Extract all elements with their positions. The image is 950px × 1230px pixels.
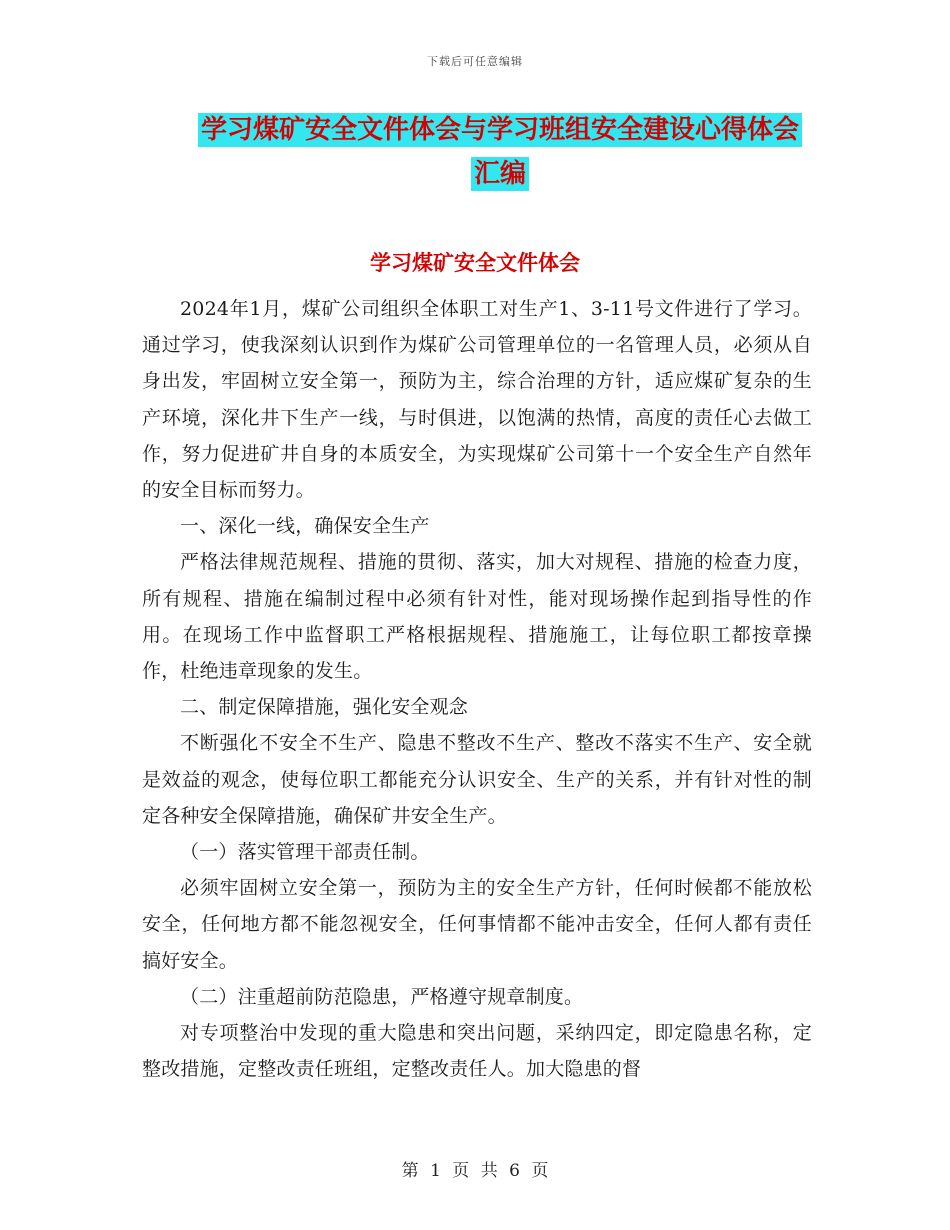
page-footer: 第 1 页 共 6 页: [401, 1161, 549, 1181]
body-text: [142, 291, 812, 1087]
paragraph: 严格法律规范规程、措施的贯彻、落实，加大对规程、措施的检查力度，所有规程、措施在编制过程中必须有针对性，能对现场操作起到指导性的作用。在现场工作中监督职工严格根据规程、措施施工，让每位职工都按章操作，杜绝违章现象的发生。: [142, 551, 812, 683]
heading-one: 一、深化一线，确保安全生产: [180, 515, 430, 538]
subheading-two: （二）注重超前防范隐患，严格遵守规章制度。: [180, 985, 584, 1008]
title-line-2: 汇编: [471, 157, 529, 191]
header-note: 下载后可任意编辑: [427, 55, 523, 68]
title-line-1: 学习煤矿安全文件体会与学习班组安全建设心得体会: [198, 113, 802, 147]
paragraph: 不断强化不安全不生产、隐患不整改不生产、整改不落实不生产、安全就是效益的观念，使每位职工都能充分认识安全、生产的关系，并有针对性的制定各种安全保障措施，确保矿井安全生产。: [142, 732, 812, 827]
paragraph: 必须牢固树立安全第一，预防为主的安全生产方针，任何时候都不能放松安全，任何地方都不能忽视安全，任何事情都不能冲击安全，任何人都有责任搞好安全。: [142, 877, 812, 972]
heading-two: 二、制定保障措施，强化安全观念: [180, 696, 469, 719]
section-title: 学习煤矿安全文件体会: [370, 251, 580, 275]
document-title: [140, 108, 860, 196]
subheading-one: （一）落实管理干部责任制。: [180, 841, 430, 864]
paragraph: 对专项整治中发现的重大隐患和突出问题，采纳四定，即定隐患名称，定整改措施，定整改责任班组，定整改责任人。加大隐患的督: [142, 1022, 812, 1081]
paragraph-intro: 2024年1月，煤矿公司组织全体职工对生产1、3-11号文件进行了学习。通过学习，使我深刻认识到作为煤矿公司管理单位的一名管理人员，必须从自身出发，牢固树立安全第一，预防为主，综合治理的方针，适应煤矿复杂的生产环境，深化井下生产一线，与时俱进，以饱满的热情，高度的责任心去做工作，努力促进矿井自身的本质安全，为实现煤矿公司第十一个安全生产自然年的安全目标而努力。: [142, 298, 812, 502]
